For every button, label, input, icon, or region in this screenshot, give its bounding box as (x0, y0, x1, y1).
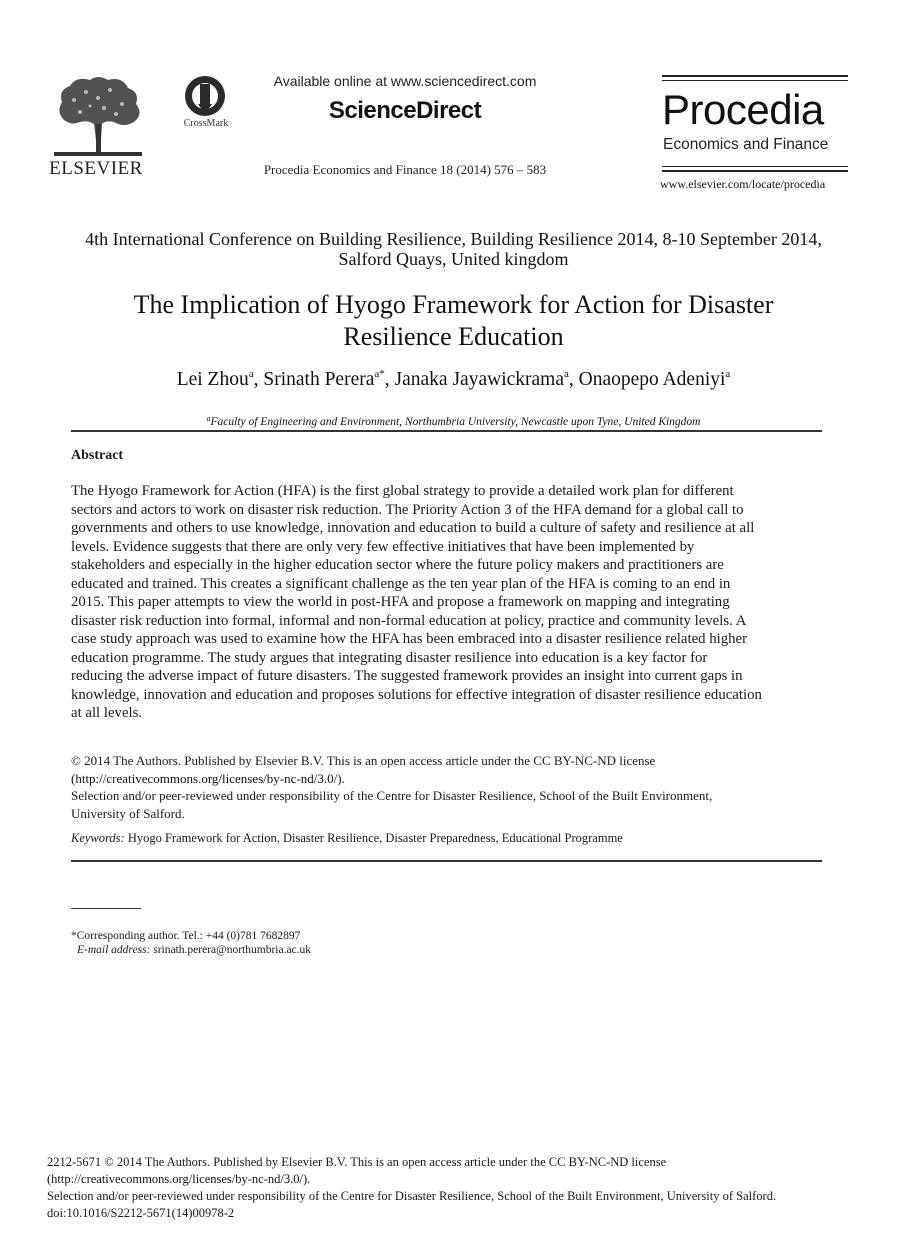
procedia-bottom-rule-thin (662, 166, 848, 167)
bottom-peer-review-line: Selection and/or peer-reviewed under responsibility of the Centre for Disaster Resilience, School of the Built Environment, University of Salford. (47, 1189, 777, 1203)
author-affiliation-mark: a* (374, 368, 385, 380)
author-separator: , (253, 369, 264, 390)
abstract-bottom-divider (71, 860, 822, 862)
doi[interactable]: doi:10.1016/S2212-5671(14)00978-2 (47, 1206, 235, 1220)
author-name: Lei Zhou (176, 369, 249, 390)
abstract-line: stakeholders and especially in the higher education sector where the future policy makers and practitioners are (71, 557, 724, 573)
abstract-body (71, 482, 822, 723)
issn-copyright-line: 2212-5671 © 2014 The Authors. Published by Elsevier B.V. This is an open access article under the CC BY-NC-ND license (47, 1155, 667, 1169)
keywords (71, 831, 822, 846)
abstract-line: at all levels. (71, 705, 143, 721)
author-name: Onaopepo Adeniyi (578, 369, 726, 390)
paper-title (60, 289, 847, 353)
email-line (71, 943, 671, 957)
procedia-top-rule-thin (662, 80, 848, 81)
procedia-bottom-rule (662, 170, 848, 172)
abstract-line: educated and trained. This creates a significant challenge as the ten year plan of the HFA is coming to an end in (71, 575, 731, 592)
copyright-notice (71, 752, 822, 822)
procedia-top-rule (662, 75, 848, 77)
affiliation (60, 414, 847, 428)
abstract-line: knowledge, innovation and education and proposes solutions for effective integration of disaster resilience education (71, 686, 762, 703)
abstract-line: The Hyogo Framework for Action (HFA) is the first global strategy to provide a detailed work plan for different (71, 483, 734, 499)
affiliation-text: Faculty of Engineering and Environment, Northumbria University, Newcastle upon Tyne, United Kingdom (210, 416, 701, 428)
bottom-license-block (47, 1154, 867, 1222)
abstract-top-divider (71, 430, 822, 432)
copyright-line: © 2014 The Authors. Published by Elsevier B.V. This is an open access article under the CC BY-NC-ND license (71, 753, 656, 768)
author-name: Srinath Perera (263, 369, 375, 390)
author-separator: , (568, 369, 579, 390)
author-separator: , (384, 369, 395, 390)
abstract-line: reducing the adverse impact of future disasters. The suggested framework provides an insight into current gaps in (71, 668, 743, 684)
author-list (60, 368, 847, 391)
footnote-divider (71, 908, 141, 909)
affiliation-mark: a (206, 414, 211, 423)
paper-title-line-1: The Implication of Hyogo Framework for Action for Disaster (133, 290, 774, 319)
available-online-text: Available online at www.sciencedirect.com (273, 73, 537, 89)
elsevier-wordmark: ELSEVIER (49, 158, 143, 179)
abstract-heading: Abstract (71, 448, 124, 463)
email-label: E-mail address: (77, 944, 151, 956)
author-affiliation-mark: a (725, 368, 731, 380)
procedia-url-link[interactable]: www.elsevier.com/locate/procedia (660, 177, 826, 191)
abstract-line: education programme. The study argues that integrating disaster resilience into education is a key factor for (71, 649, 708, 666)
paper-title-line-2: Resilience Education (343, 322, 564, 351)
keywords-text: Hyogo Framework for Action, Disaster Resilience, Disaster Preparedness, Educational Programme (127, 831, 623, 845)
footnote (71, 929, 671, 957)
author-affiliation-mark: a (248, 368, 254, 380)
corresponding-author: *Corresponding author. Tel.: +44 (0)781 7682897 (71, 930, 301, 942)
conference-title: 4th International Conference on Building Resilience, Building Resilience 2014, 8-10 September 2014, Salford Quays, United kingdom (85, 229, 822, 269)
keywords-label: Keywords: (71, 831, 125, 845)
license-link[interactable]: (http://creativecommons.org/licenses/by-nc-nd/3.0/). (71, 770, 345, 786)
abstract-line: governments and others to use knowledge, innovation and education to build a culture of safety and resilience at all (71, 520, 755, 536)
abstract-line: disaster risk reduction into formal, informal and non-formal education at policy, practice and community levels. A (71, 612, 747, 629)
crossmark-label: CrossMark (183, 118, 229, 129)
procedia-wordmark: Procedia (662, 86, 824, 133)
bottom-license-link[interactable]: (http://creativecommons.org/licenses/by-nc-nd/3.0/). (47, 1172, 311, 1186)
peer-review-line: Selection and/or peer-reviewed under responsibility of the Centre for Disaster Resilience, School of the Built Environment, (71, 788, 713, 803)
abstract-line: case study approach was used to examine how the HFA has been embraced into a disaster resilience related higher (71, 631, 748, 647)
peer-review-line: University of Salford. (71, 805, 185, 821)
journal-reference: Procedia Economics and Finance 18 (2014) 576 – 583 (263, 162, 547, 177)
author-affiliation-mark: a (564, 368, 569, 380)
procedia-subtitle: Economics and Finance (663, 136, 829, 153)
author-name: Janaka Jayawickrama (394, 369, 564, 390)
sciencedirect-wordmark: ScienceDirect (328, 97, 482, 124)
email-address[interactable]: srinath.perera@northumbria.ac.uk (153, 944, 312, 956)
abstract-line: sectors and actors to work on disaster risk reduction. The Priority Action 3 of the HFA demand for a global call to (71, 501, 744, 518)
abstract-line: 2015. This paper attempts to view the world in post-HFA and propose a framework on mapping and integrating (71, 594, 730, 610)
abstract-line: levels. Evidence suggests that there are only very few effective initiatives that have been implemented by (71, 538, 695, 555)
